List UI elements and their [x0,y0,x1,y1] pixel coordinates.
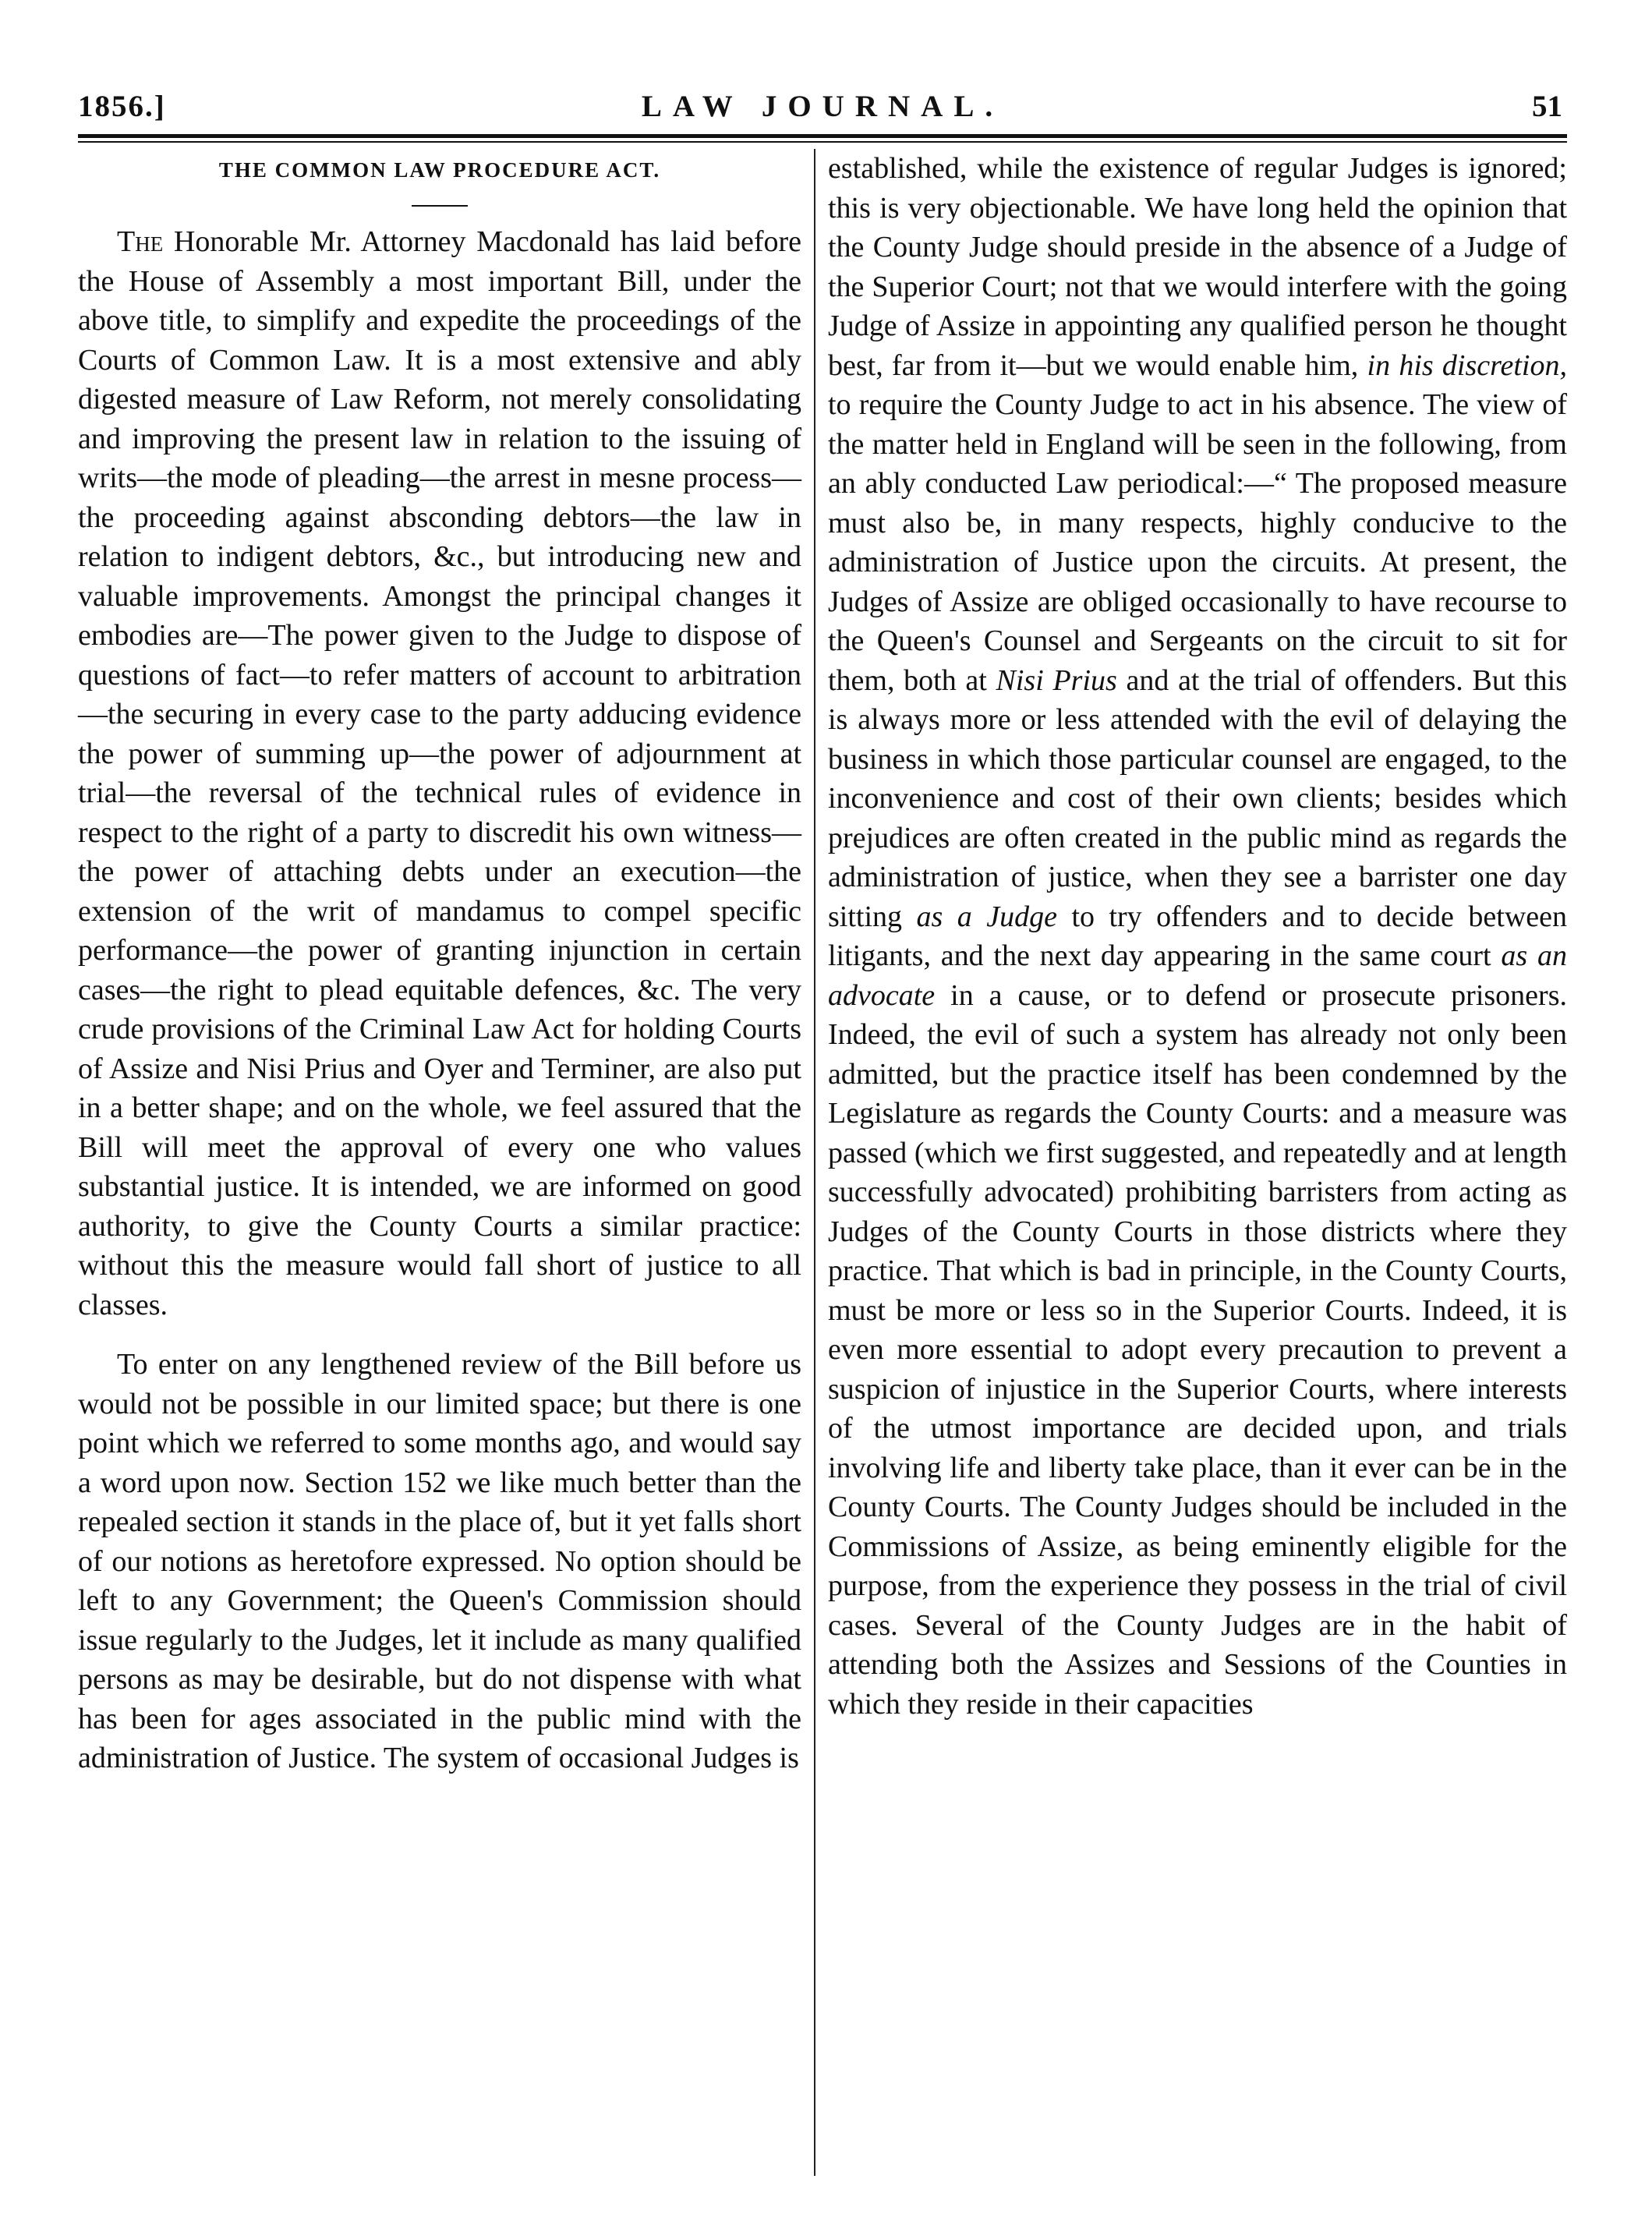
article-title: THE COMMON LAW PROCEDURE ACT. [218,158,661,182]
journal-title: LAW JOURNAL. [641,90,1004,123]
paragraph-1 [78,222,801,1325]
running-head [78,84,1567,129]
italic-as-an-advocate: as an advocate [828,939,1567,1012]
paragraph-3-part-1: established, while the existence of regular Judges is ignored; this is very objectionable. We have long held the opinion that the County Judge should preside in the absence of a Judge of the Superior Court; not that we would interfere with the going Judge of Assize in appointing any qualified person he thought best, far from it—but we would enable him, [828,152,1567,382]
left-column [78,149,801,1778]
paragraph-3-part-3: and at the trial of offenders. But this is always more or less attended with the evil of delaying the business in which those particular counsel are engaged, to the inconvenience and cost of their own clients; besides which prejudices are often created in the public mind as regards the administration of justice, when they see a barrister one day sitting [828,663,1567,933]
journal-page [78,84,1567,2158]
right-column [828,149,1567,1724]
header-rule-thick [78,134,1567,138]
italic-as-a-judge: as a Judge [916,900,1057,933]
paragraph-3-part-5: in a cause, or to defend or prosecute prisoners. Indeed, the evil of such a system has already not only been admitted, but the practice itself has been condemned by the Legislature as regards the County Courts: and a measure was passed (which we first suggested, and repeatedly and at length successfully advocated) prohibiting barristers from acting as Judges of the County Courts in those districts where they practice. That which is bad in principle, in the County Courts, must be more or less so in the Superior Courts. Indeed, it is even more essential to adopt every precaution to prevent a suspicion of injustice in the Superior Courts, where interests of the utmost importance are decided upon, and trials involving life and liberty take place, than it ever can be in the County Courts. The County Judges should be included in the Commissions of Assize, as being eminently eligible for the purpose, from the experience they possess in the trial of civil cases. Several of the County Judges are in the habit of attending both the Assizes and Sessions of the Counties in which they reside in their capacities [828,978,1567,1721]
paragraph-3 [828,149,1567,1724]
italic-nisi-prius: Nisi Prius [996,663,1117,697]
page-number: 51 [1532,90,1562,123]
italic-in-his-discretion: in his discretion, [1367,348,1567,382]
title-dash [412,205,468,207]
paragraph-2: To enter on any lengthened review of the Bill before us would not be possible in our limited space; but there is one point which we referred to some months ago, and would say a word upon now. Section 152 we like much better than the repealed section it stands in the place of, but it yet falls short of our notions as heretofore expressed. No option should be left to any Government; the Queen's Commission should issue regularly to the Judges, let it include as many qualified persons as may be desirable, but do not dispense with what has been for ages associated in the public mind with the administration of Justice. The system of occasional Judges is [78,1348,801,1774]
header-rule-thin [78,141,1567,143]
paragraph-1-text: Honorable Mr. Attorney Macdonald has laid before the House of Assembly a most important Bill, under the above title, to simplify and expedite the proceedings of the Courts of Common Law. It is a most extensive and ably digested measure of Law Reform, not merely consolidating and improving the present law in relation to the issuing of writs—the mode of pleading—the arrest in mesne process—the proceeding against absconding debtors—the law in relation to indigent debtors, &c., but introducing new and valuable improvements. Amongst the principal changes it embodies are—The power given to the Judge to dispose of questions of fact—to refer matters of account to arbitration—the securing in every case to the party adducing evidence the power of summing up—the power of adjournment at trial—the reversal of the technical rules of evidence in respect to the right of a party to discredit his own witness—the power of attaching debts under an execution—the extension of the writ of mandamus to compel specific performance—the power of granting injunction in certain cases—the right to plead equitable defences, &c. The very crude provisions of the Criminal Law Act for holding Courts of Assize and Nisi Prius and Oyer and Terminer, are also put in a better shape; and on the whole, we feel assured that the Bill will meet the approval of every one who values substantial justice. It is intended, we are informed on good authority, to give the County Courts a similar practice: without this the measure would fall short of justice to all classes. [78,225,801,1321]
paragraph-3-part-4: to try offenders and to decide between litigants, and the next day appearing in the same court [828,900,1567,972]
header-date: 1856.] [78,90,166,123]
text-columns [78,149,1567,2036]
lead-word: The [117,225,164,258]
column-divider [814,149,815,2176]
paragraph-3-part-2: to require the County Judge to act in his absence. The view of the matter held in England will be seen in the following, from an ably conducted Law periodical:—“ The proposed measure must also be, in many respects, highly conducive to the administration of Justice upon the circuits. At present, the Judges of Assize are obliged occasionally to have recourse to the Queen's Counsel and Sergeants on the circuit to sit for them, both at [828,388,1567,697]
